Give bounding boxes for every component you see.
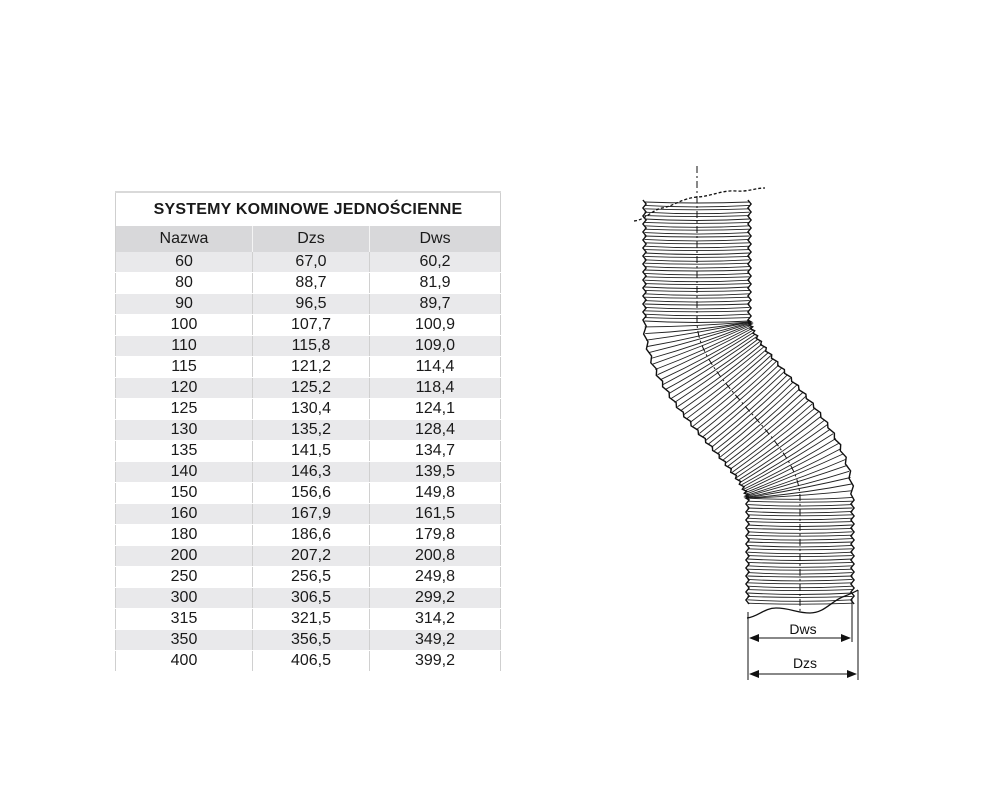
table-row: [116, 567, 501, 588]
dzs-cell: 67,0: [253, 252, 370, 273]
corrugation-ring: [748, 501, 853, 502]
nazwa-cell: 110: [116, 336, 253, 357]
corrugation-ring: [736, 416, 821, 478]
corrugation-ring: [747, 460, 846, 496]
table-row: [116, 294, 501, 315]
dws-cell: 100,9: [370, 315, 501, 336]
dws-cell: 314,2: [370, 609, 501, 630]
flexible-pipe-diagram: [620, 160, 880, 690]
nazwa-cell: 315: [116, 609, 253, 630]
corrugation-ring: [645, 314, 750, 316]
table-row: [116, 399, 501, 420]
column-header-dws: Dws: [370, 226, 501, 252]
dzs-cell: 406,5: [253, 651, 370, 672]
dws-cell: 114,4: [370, 357, 501, 378]
table-row: [116, 609, 501, 630]
dzs-dimension-label: Dzs: [792, 655, 818, 671]
dws-cell: 149,8: [370, 483, 501, 504]
dws-cell: 249,8: [370, 567, 501, 588]
corrugation-ring: [706, 371, 785, 440]
nazwa-cell: 125: [116, 399, 253, 420]
corrugation-ring: [645, 209, 750, 210]
table-header-row: [116, 226, 501, 252]
dws-dimension-label: Dws: [789, 621, 817, 637]
dzs-cell: 125,2: [253, 378, 370, 399]
dws-cell: 200,8: [370, 546, 501, 567]
corrugation-ring: [748, 583, 853, 584]
table-row: [116, 441, 501, 462]
dws-cell: 179,8: [370, 525, 501, 546]
dzs-cell: 156,6: [253, 483, 370, 504]
table-title: SYSTEMY KOMINOWE JEDNOŚCIENNE: [116, 192, 501, 226]
dws-cell: 109,0: [370, 336, 501, 357]
dws-cell: 89,7: [370, 294, 501, 315]
dzs-cell: 107,7: [253, 315, 370, 336]
dzs-cell: 321,5: [253, 609, 370, 630]
nazwa-cell: 90: [116, 294, 253, 315]
dzs-cell: 256,5: [253, 567, 370, 588]
corrugation-ring: [645, 284, 750, 285]
nazwa-cell: 180: [116, 525, 253, 546]
dzs-cell: 141,5: [253, 441, 370, 462]
table-row: [116, 651, 501, 672]
table-row: [116, 315, 501, 336]
dzs-cell: 186,6: [253, 525, 370, 546]
dws-cell: 81,9: [370, 273, 501, 294]
table-row: [116, 420, 501, 441]
dzs-cell: 96,5: [253, 294, 370, 315]
dzs-cell: 88,7: [253, 273, 370, 294]
dzs-cell: 146,3: [253, 462, 370, 483]
dws-cell: 134,7: [370, 441, 501, 462]
corrugation-ring: [748, 576, 853, 577]
dws-cell: 139,5: [370, 462, 501, 483]
dws-cell: 399,2: [370, 651, 501, 672]
table-row: [116, 483, 501, 504]
table-body: [116, 252, 501, 672]
corrugation-ring: [645, 253, 750, 255]
dzs-cell: 356,5: [253, 630, 370, 651]
table-row: [116, 462, 501, 483]
nazwa-cell: 160: [116, 504, 253, 525]
column-header-dzs: Dzs: [253, 226, 370, 252]
table-row: [116, 336, 501, 357]
nazwa-cell: 140: [116, 462, 253, 483]
nazwa-cell: 60: [116, 252, 253, 273]
corrugation-ring: [748, 562, 853, 563]
table-title-row: [116, 192, 501, 226]
nazwa-cell: 200: [116, 546, 253, 567]
corrugation-ring: [748, 508, 853, 509]
corrugation-ring: [645, 270, 750, 271]
table-row: [116, 504, 501, 525]
corrugation-ring: [748, 522, 853, 523]
corrugation-ring: [645, 219, 750, 221]
dws-cell: 60,2: [370, 252, 501, 273]
corrugation-ring: [690, 356, 771, 423]
nazwa-cell: 400: [116, 651, 253, 672]
table-row: [116, 357, 501, 378]
dws-cell: 118,4: [370, 378, 501, 399]
nazwa-cell: 150: [116, 483, 253, 504]
nazwa-cell: 250: [116, 567, 253, 588]
table-row: [116, 630, 501, 651]
table-row: [116, 546, 501, 567]
nazwa-cell: 350: [116, 630, 253, 651]
dzs-cell: 130,4: [253, 399, 370, 420]
nazwa-cell: 130: [116, 420, 253, 441]
corrugated-pipe: [643, 200, 854, 604]
dimensions-table: [115, 191, 501, 672]
corrugation-ring: [645, 250, 750, 251]
dws-cell: 299,2: [370, 588, 501, 609]
corrugation-ring: [748, 596, 853, 597]
table-row: [116, 378, 501, 399]
corrugation-ring: [714, 382, 793, 451]
table-row: [116, 273, 501, 294]
dzs-cell: 167,9: [253, 504, 370, 525]
dzs-cell: 306,5: [253, 588, 370, 609]
table-row: [116, 252, 501, 273]
dws-cell: 349,2: [370, 630, 501, 651]
corrugation-ring: [748, 532, 853, 534]
nazwa-cell: 80: [116, 273, 253, 294]
dzs-cell: 115,8: [253, 336, 370, 357]
dws-cell: 124,1: [370, 399, 501, 420]
nazwa-cell: 120: [116, 378, 253, 399]
table-row: [116, 588, 501, 609]
dws-cell: 128,4: [370, 420, 501, 441]
corrugation-ring: [645, 263, 750, 264]
nazwa-cell: 300: [116, 588, 253, 609]
corrugation-ring: [748, 566, 853, 568]
corrugation-ring: [748, 552, 853, 554]
table-row: [116, 525, 501, 546]
nazwa-cell: 135: [116, 441, 253, 462]
corrugation-ring: [645, 294, 750, 296]
dws-cell: 161,5: [370, 504, 501, 525]
nazwa-cell: 115: [116, 357, 253, 378]
dzs-cell: 207,2: [253, 546, 370, 567]
nazwa-cell: 100: [116, 315, 253, 336]
column-header-nazwa: Nazwa: [116, 226, 253, 252]
corrugation-ring: [645, 239, 750, 241]
dzs-cell: 135,2: [253, 420, 370, 441]
dzs-cell: 121,2: [253, 357, 370, 378]
